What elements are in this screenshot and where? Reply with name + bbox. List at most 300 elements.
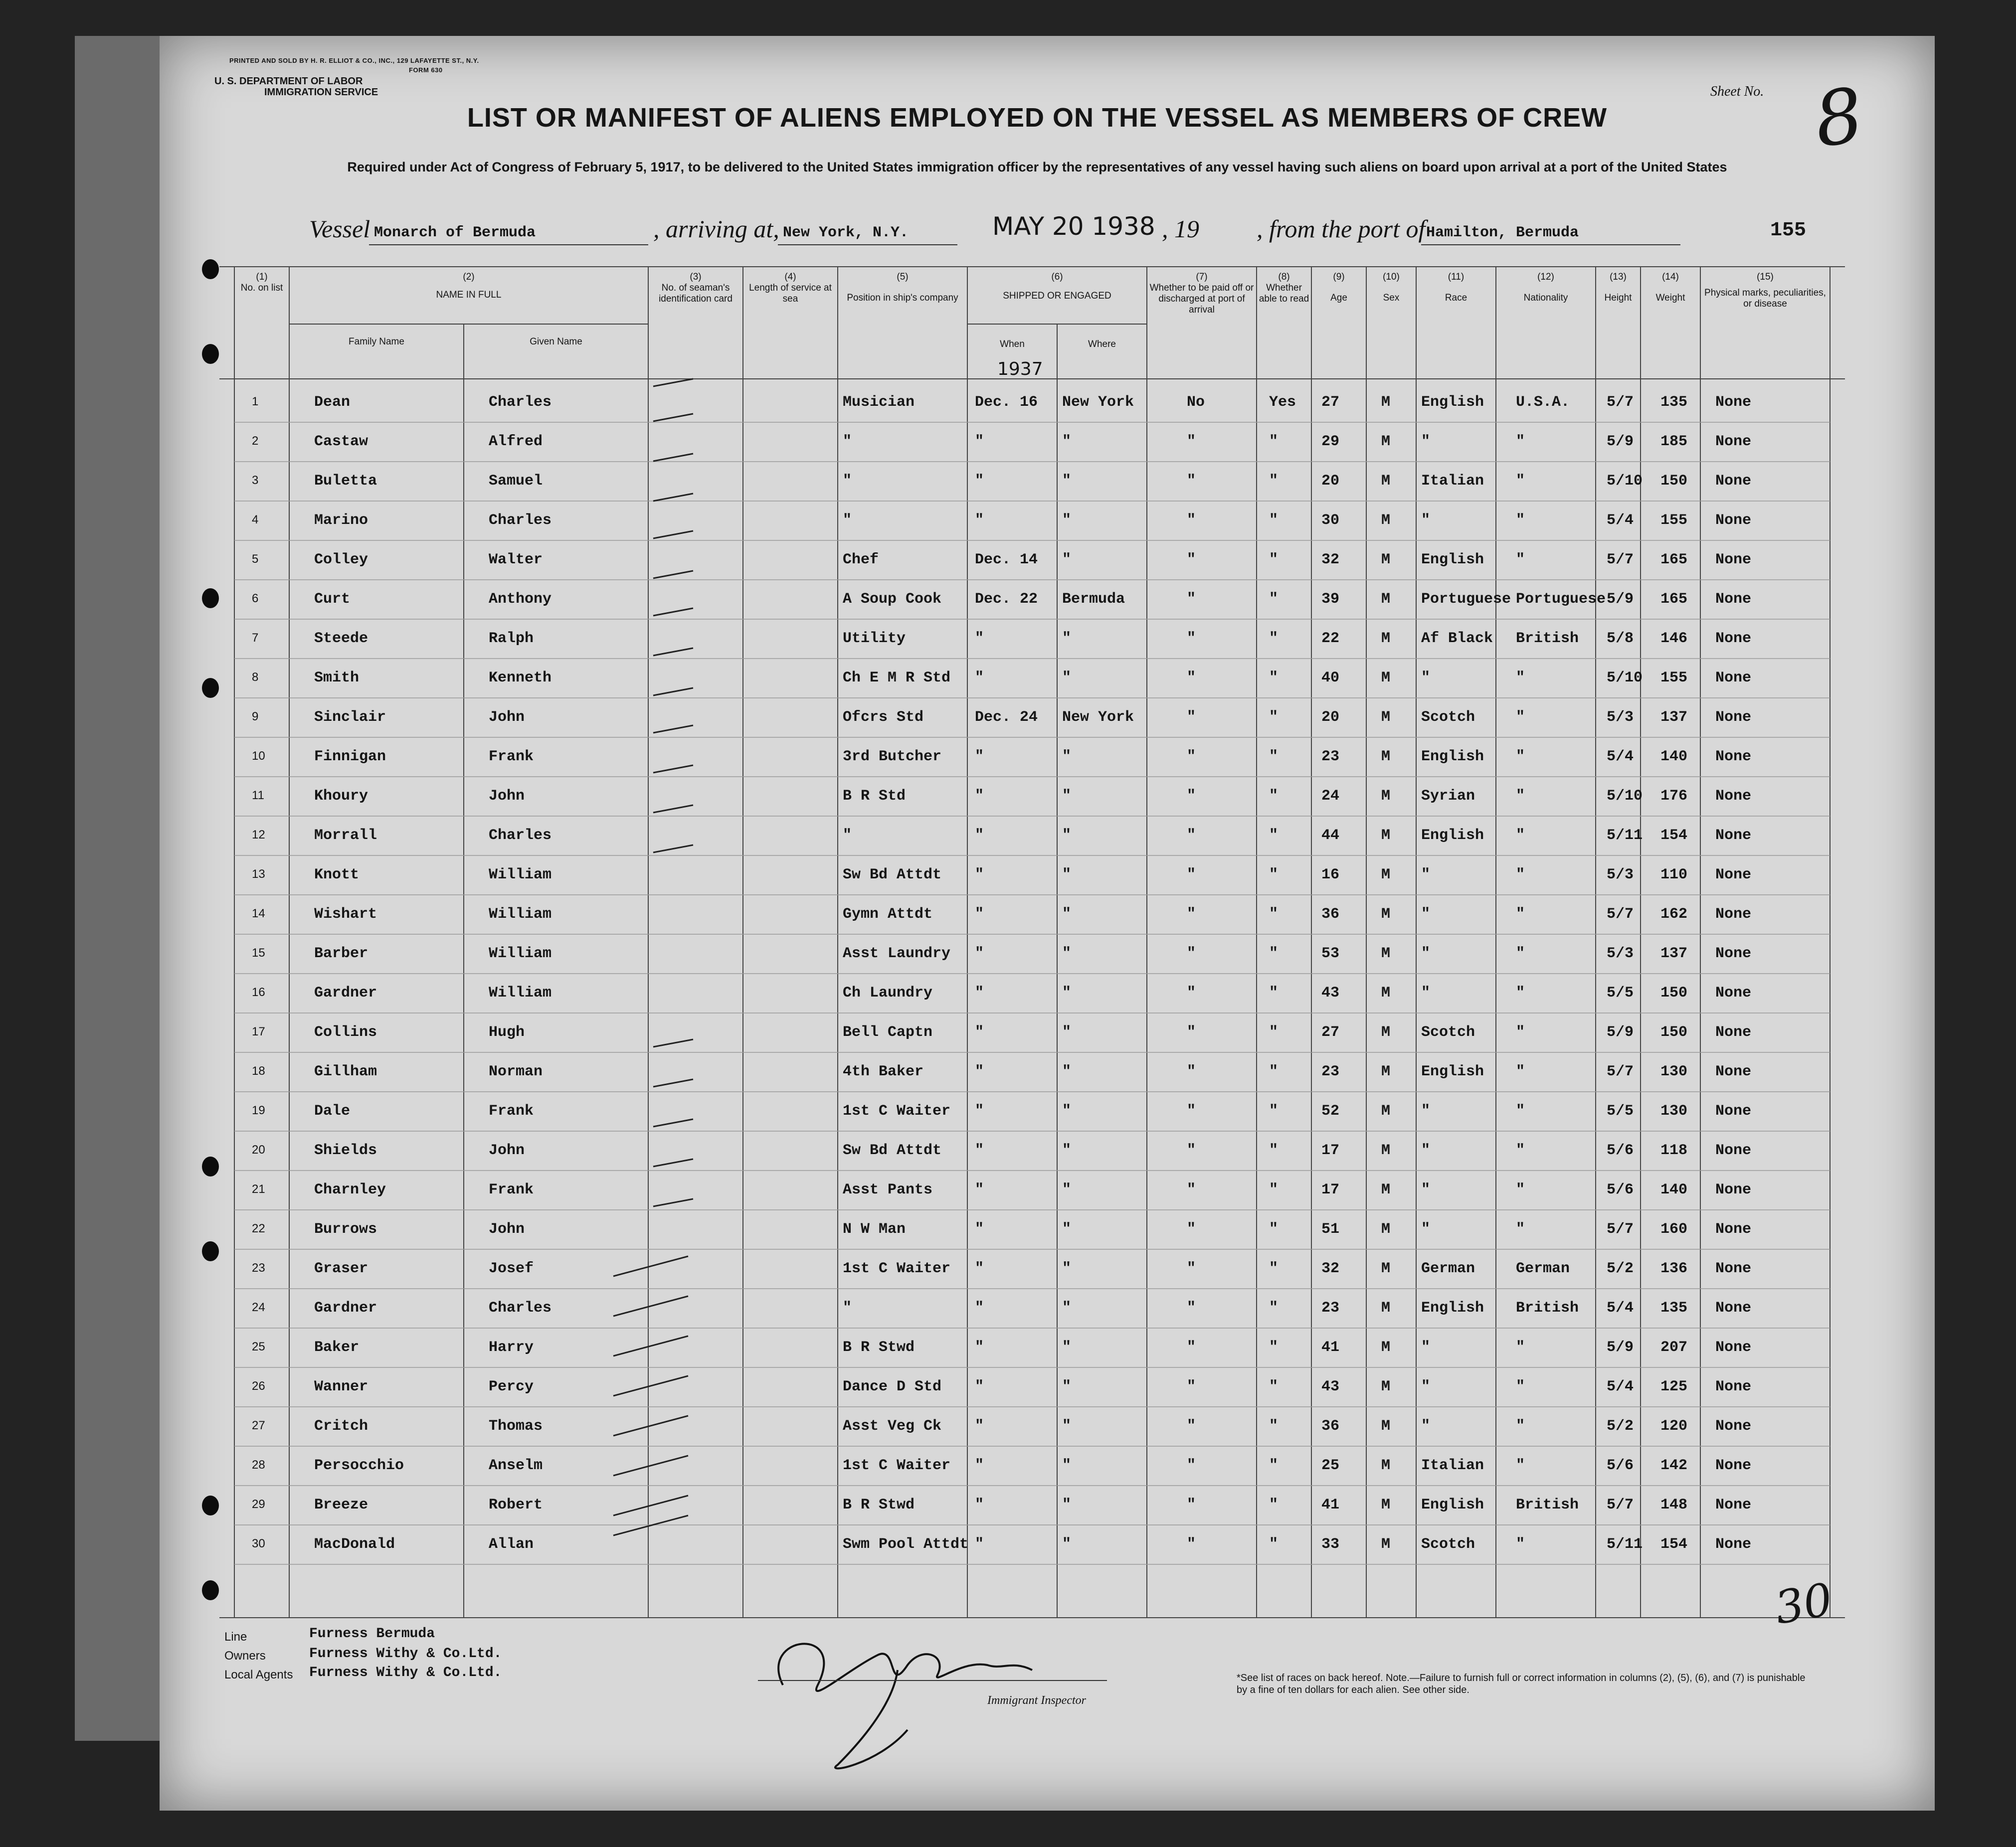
col-height-head [1596, 272, 1641, 304]
table-row [0, 1132, 2016, 1171]
cell-paid-off: " [1187, 551, 1196, 568]
cell-sex: M [1381, 551, 1391, 568]
cell-paid-off: " [1187, 1024, 1196, 1041]
cell-given-name: Thomas [489, 1418, 543, 1435]
cell-race: English [1421, 1300, 1484, 1317]
cell-nationality: " [1516, 1063, 1525, 1080]
cell-row-number: 12 [252, 828, 265, 841]
cell-height: 5/5 [1607, 1103, 1634, 1120]
cell-shipped-where: New York [1062, 394, 1134, 411]
cell-given-name: Anselm [489, 1457, 543, 1474]
cell-weight: 140 [1660, 1181, 1688, 1198]
table-row [0, 1329, 2016, 1368]
cell-able-to-read: " [1269, 1024, 1279, 1041]
cell-age: 17 [1321, 1181, 1340, 1198]
cell-row-number: 6 [252, 592, 259, 605]
cell-height: 5/2 [1607, 1260, 1634, 1277]
cell-position: N W Man [843, 1221, 906, 1238]
cell-family-name: Buletta [314, 473, 377, 490]
cell-height: 5/4 [1607, 1378, 1634, 1395]
cell-age: 39 [1321, 591, 1340, 608]
cell-paid-off: " [1187, 433, 1196, 450]
col-service-number: (4) [784, 272, 796, 282]
cell-row-number: 22 [252, 1222, 265, 1235]
page-subtitle: Required under Act of Congress of February 5, 1917, to be delivered to the United States immigration officer by the representatives of any vessel having such aliens on board upon arrival at a port of the United States [347, 160, 1727, 174]
cell-nationality: " [1516, 748, 1525, 765]
col-weight-head [1641, 272, 1700, 304]
cell-given-name: Percy [489, 1378, 534, 1395]
cell-family-name: Wanner [314, 1378, 368, 1395]
cell-paid-off: " [1187, 1300, 1196, 1317]
cell-race: English [1421, 827, 1484, 844]
cell-shipped-where: " [1062, 1181, 1072, 1198]
col-paid-head [1147, 272, 1257, 316]
cell-age: 36 [1321, 1418, 1340, 1435]
cell-shipped-where: " [1062, 985, 1072, 1002]
table-row [0, 1447, 2016, 1486]
cell-nationality: " [1516, 1457, 1525, 1474]
cell-sex: M [1381, 1536, 1391, 1553]
cell-position: A Soup Cook [843, 591, 942, 608]
table-row [0, 1053, 2016, 1092]
cell-sex: M [1381, 1378, 1391, 1395]
cell-row-number: 17 [252, 1025, 265, 1038]
cell-shipped-where: " [1062, 473, 1072, 490]
cell-row-number: 1 [252, 395, 259, 408]
printer-imprint: PRINTED AND SOLD BY H. R. ELLIOT & CO., INC., 129 LAFAYETTE ST., N.Y. [229, 57, 479, 64]
cell-family-name: Barber [314, 945, 368, 962]
cell-nationality: " [1516, 709, 1525, 726]
cell-shipped-when: " [975, 630, 984, 647]
table-row [0, 975, 2016, 1013]
cell-weight: 165 [1660, 551, 1688, 568]
cell-paid-off: " [1187, 1497, 1196, 1513]
cell-row-number: 20 [252, 1143, 265, 1157]
cell-nationality: British [1516, 1497, 1579, 1513]
cell-shipped-where: " [1062, 1378, 1072, 1395]
cell-position: B R Std [843, 788, 906, 805]
cell-sex: M [1381, 1339, 1391, 1356]
cell-physical-marks: None [1715, 1181, 1752, 1198]
cell-age: 53 [1321, 945, 1340, 962]
table-row [0, 699, 2016, 738]
cell-sex: M [1381, 670, 1391, 686]
cell-position: 4th Baker [843, 1063, 924, 1080]
cell-shipped-when: Dec. 24 [975, 709, 1038, 726]
cell-physical-marks: None [1715, 985, 1752, 1002]
cell-sex: M [1381, 433, 1391, 450]
cell-paid-off: " [1187, 788, 1196, 805]
cell-race: " [1421, 945, 1431, 962]
cell-age: 33 [1321, 1536, 1340, 1553]
cell-position: Sw Bd Attdt [843, 1142, 942, 1159]
cell-shipped-when: " [975, 1142, 984, 1159]
col-race-number: (11) [1448, 272, 1465, 282]
cell-physical-marks: None [1715, 1260, 1752, 1277]
col-when-head: When [1000, 339, 1025, 349]
cell-position: Ch E M R Std [843, 670, 951, 686]
col-where-head: Where [1088, 339, 1116, 349]
cell-weight: 162 [1660, 906, 1688, 923]
cell-given-name: Charles [489, 512, 552, 529]
cell-height: 5/9 [1607, 1339, 1634, 1356]
cell-paid-off: " [1187, 709, 1196, 726]
table-row [0, 856, 2016, 895]
cell-race: German [1421, 1260, 1475, 1277]
cell-shipped-where: " [1062, 1221, 1072, 1238]
cell-position: Asst Pants [843, 1181, 933, 1198]
cell-height: 5/9 [1607, 1024, 1634, 1041]
cell-row-number: 2 [252, 434, 259, 448]
cell-physical-marks: None [1715, 945, 1752, 962]
cell-height: 5/7 [1607, 1063, 1634, 1080]
col-shipped-label: SHIPPED OR ENGAGED [1003, 291, 1111, 301]
cell-physical-marks: None [1715, 473, 1752, 490]
cell-age: 23 [1321, 1300, 1340, 1317]
cell-paid-off: " [1187, 1457, 1196, 1474]
cell-physical-marks: None [1715, 1378, 1752, 1395]
sheet-label: Sheet No. [1710, 84, 1764, 99]
cell-given-name: Hugh [489, 1024, 525, 1041]
cell-shipped-where: " [1062, 1103, 1072, 1120]
cell-given-name: Robert [489, 1497, 543, 1513]
cell-sex: M [1381, 394, 1391, 411]
col-card-label: No. of seaman's identification card [659, 283, 733, 304]
cell-position: 1st C Waiter [843, 1457, 951, 1474]
cell-paid-off: " [1187, 670, 1196, 686]
col-read-head [1257, 272, 1311, 305]
cell-shipped-where: " [1062, 670, 1072, 686]
cell-physical-marks: None [1715, 670, 1752, 686]
cell-family-name: Curt [314, 591, 351, 608]
cell-age: 32 [1321, 551, 1340, 568]
cell-race: English [1421, 748, 1484, 765]
cell-weight: 160 [1660, 1221, 1688, 1238]
cell-paid-off: " [1187, 591, 1196, 608]
cell-nationality: " [1516, 473, 1525, 490]
cell-physical-marks: None [1715, 1063, 1752, 1080]
cell-age: 41 [1321, 1339, 1340, 1356]
cell-paid-off: " [1187, 945, 1196, 962]
cell-given-name: Charles [489, 394, 552, 411]
cell-shipped-where: " [1062, 512, 1072, 529]
cell-family-name: Graser [314, 1260, 368, 1277]
cell-race: Italian [1421, 473, 1484, 490]
cell-physical-marks: None [1715, 512, 1752, 529]
cell-shipped-where: New York [1062, 709, 1134, 726]
col-weight-number: (14) [1662, 272, 1679, 282]
cell-given-name: Allan [489, 1536, 534, 1553]
cell-race: " [1421, 1418, 1431, 1435]
cell-shipped-when: " [975, 670, 984, 686]
cell-physical-marks: None [1715, 748, 1752, 765]
cell-able-to-read: " [1269, 512, 1279, 529]
cell-position: 3rd Butcher [843, 748, 942, 765]
cell-physical-marks: None [1715, 788, 1752, 805]
cell-position: Swm Pool Attdt [843, 1536, 969, 1553]
cell-age: 41 [1321, 1497, 1340, 1513]
table-row [0, 1250, 2016, 1289]
cell-race: " [1421, 866, 1431, 883]
cell-shipped-when: " [975, 827, 984, 844]
cell-nationality: British [1516, 630, 1579, 647]
cell-able-to-read: " [1269, 1260, 1279, 1277]
cell-weight: 142 [1660, 1457, 1688, 1474]
cell-shipped-when: " [975, 748, 984, 765]
cell-paid-off: " [1187, 1103, 1196, 1120]
cell-shipped-where: " [1062, 788, 1072, 805]
cell-able-to-read: " [1269, 1497, 1279, 1513]
cell-height: 5/3 [1607, 945, 1634, 962]
table-row [0, 1014, 2016, 1053]
cell-race: " [1421, 670, 1431, 686]
col-age-label: Age [1330, 293, 1347, 303]
cell-height: 5/7 [1607, 906, 1634, 923]
cell-weight: 150 [1660, 985, 1688, 1002]
cell-family-name: Wishart [314, 906, 377, 923]
table-row [0, 541, 2016, 580]
cell-weight: 185 [1660, 433, 1688, 450]
col-nationality-label: Nationality [1523, 293, 1568, 303]
cell-physical-marks: None [1715, 1142, 1752, 1159]
cell-shipped-when: " [975, 473, 984, 490]
cell-sex: M [1381, 630, 1391, 647]
cell-able-to-read: " [1269, 1142, 1279, 1159]
cell-sex: M [1381, 788, 1391, 805]
cell-physical-marks: None [1715, 1221, 1752, 1238]
cell-height: 5/10 [1607, 473, 1643, 490]
cell-shipped-where: " [1062, 748, 1072, 765]
cell-age: 23 [1321, 1063, 1340, 1080]
cell-age: 24 [1321, 788, 1340, 805]
col-sex-number: (10) [1383, 272, 1400, 282]
col-paid-number: (7) [1196, 272, 1208, 282]
cell-race: " [1421, 906, 1431, 923]
col-weight-label: Weight [1655, 293, 1685, 303]
inspector-label: Immigrant Inspector [987, 1694, 1086, 1707]
cell-position: Sw Bd Attdt [843, 866, 942, 883]
cell-shipped-when: " [975, 1300, 984, 1317]
cell-able-to-read: " [1269, 866, 1279, 883]
table-row [0, 1172, 2016, 1210]
cell-sex: M [1381, 827, 1391, 844]
cell-weight: 154 [1660, 1536, 1688, 1553]
cell-family-name: Baker [314, 1339, 360, 1356]
cell-race: " [1421, 1142, 1431, 1159]
cell-able-to-read: " [1269, 748, 1279, 765]
cell-nationality: " [1516, 1339, 1525, 1356]
cell-row-number: 28 [252, 1458, 265, 1472]
cell-shipped-where: " [1062, 945, 1072, 962]
cell-given-name: Ralph [489, 630, 534, 647]
cell-race: Syrian [1421, 788, 1475, 805]
cell-given-name: Charles [489, 1300, 552, 1317]
cell-family-name: Charnley [314, 1181, 386, 1198]
cell-able-to-read: " [1269, 1536, 1279, 1553]
cell-shipped-when: Dec. 22 [975, 591, 1038, 608]
cell-sex: M [1381, 1457, 1391, 1474]
cell-nationality: " [1516, 1024, 1525, 1041]
cell-height: 5/7 [1607, 394, 1634, 411]
col-name-label: NAME IN FULL [436, 290, 502, 300]
table-row [0, 502, 2016, 541]
cell-position: Ofcrs Std [843, 709, 924, 726]
col-age-number: (9) [1333, 272, 1345, 282]
cell-height: 5/6 [1607, 1457, 1634, 1474]
cell-paid-off: " [1187, 1221, 1196, 1238]
cell-able-to-read: " [1269, 709, 1279, 726]
cell-position: Musician [843, 394, 915, 411]
cell-height: 5/9 [1607, 591, 1634, 608]
cell-age: 22 [1321, 630, 1340, 647]
cell-shipped-when: " [975, 1378, 984, 1395]
cell-age: 40 [1321, 670, 1340, 686]
cell-race: " [1421, 433, 1431, 450]
col-position-label: Position in ship's company [847, 293, 958, 303]
cell-given-name: John [489, 709, 525, 726]
cell-family-name: Critch [314, 1418, 368, 1435]
col-marks-label: Physical marks, peculiarities, or disease [1704, 288, 1826, 309]
cell-weight: 150 [1660, 1024, 1688, 1041]
cell-height: 5/9 [1607, 433, 1634, 450]
cell-paid-off: " [1187, 1260, 1196, 1277]
table-row [0, 738, 2016, 777]
agents-label: Local Agents [224, 1668, 293, 1681]
cell-sex: M [1381, 1300, 1391, 1317]
cell-row-number: 21 [252, 1182, 265, 1196]
cell-physical-marks: None [1715, 1418, 1752, 1435]
cell-position: Chef [843, 551, 879, 568]
cell-position: Bell Captn [843, 1024, 933, 1041]
cell-nationality: " [1516, 1536, 1525, 1553]
col-card-number: (3) [690, 272, 702, 282]
col-paid-label: Whether to be paid off or discharged at port of arrival [1149, 283, 1254, 315]
cell-physical-marks: None [1715, 591, 1752, 608]
cell-given-name: John [489, 1221, 525, 1238]
cell-position: B R Stwd [843, 1339, 915, 1356]
cell-family-name: Gillham [314, 1063, 377, 1080]
cell-race: " [1421, 1221, 1431, 1238]
cell-paid-off: " [1187, 1378, 1196, 1395]
cell-given-name: William [489, 906, 552, 923]
cell-sex: M [1381, 1103, 1391, 1120]
date-stamp: MAY 20 1938 [992, 212, 1155, 241]
cell-height: 5/7 [1607, 551, 1634, 568]
cell-sex: M [1381, 748, 1391, 765]
cell-able-to-read: " [1269, 433, 1279, 450]
cell-nationality: " [1516, 866, 1525, 883]
year-annotation: 1937 [997, 359, 1043, 379]
cell-paid-off: " [1187, 748, 1196, 765]
cell-nationality: " [1516, 827, 1525, 844]
cell-shipped-when: " [975, 788, 984, 805]
cell-nationality: " [1516, 985, 1525, 1002]
cell-race: Scotch [1421, 1536, 1475, 1553]
cell-age: 30 [1321, 512, 1340, 529]
cell-physical-marks: None [1715, 866, 1752, 883]
cell-shipped-when: " [975, 433, 984, 450]
cell-race: Portuguese [1421, 591, 1511, 608]
cell-shipped-where: " [1062, 1418, 1072, 1435]
cell-given-name: William [489, 945, 552, 962]
cell-shipped-when: " [975, 1418, 984, 1435]
from-label: , from the port of [1257, 215, 1426, 243]
cell-family-name: Smith [314, 670, 360, 686]
table-row [0, 1093, 2016, 1132]
cell-age: 43 [1321, 1378, 1340, 1395]
cell-paid-off: " [1187, 827, 1196, 844]
cell-height: 5/2 [1607, 1418, 1634, 1435]
cell-height: 5/7 [1607, 1221, 1634, 1238]
cell-height: 5/6 [1607, 1142, 1634, 1159]
cell-shipped-when: " [975, 985, 984, 1002]
col-marks-head [1700, 272, 1830, 310]
cell-nationality: " [1516, 906, 1525, 923]
cell-age: 27 [1321, 394, 1340, 411]
col-position-number: (5) [897, 272, 909, 282]
cell-race: Italian [1421, 1457, 1484, 1474]
cell-sex: M [1381, 591, 1391, 608]
line-label: Line [224, 1630, 247, 1644]
cell-weight: 125 [1660, 1378, 1688, 1395]
cell-age: 20 [1321, 473, 1340, 490]
cell-shipped-where: " [1062, 906, 1072, 923]
cell-sex: M [1381, 866, 1391, 883]
cell-race: " [1421, 1378, 1431, 1395]
cell-nationality: " [1516, 670, 1525, 686]
cell-family-name: Dean [314, 394, 351, 411]
table-row [0, 423, 2016, 462]
cell-row-number: 23 [252, 1261, 265, 1275]
cell-given-name: William [489, 866, 552, 883]
cell-able-to-read: " [1269, 551, 1279, 568]
col-no-head [234, 272, 289, 294]
cell-paid-off: " [1187, 1418, 1196, 1435]
cell-family-name: Colley [314, 551, 368, 568]
cell-age: 27 [1321, 1024, 1340, 1041]
cell-family-name: Castaw [314, 433, 368, 450]
cell-paid-off: " [1187, 630, 1196, 647]
cell-age: 44 [1321, 827, 1340, 844]
department-line: U. S. DEPARTMENT OF LABOR [214, 76, 363, 87]
cell-able-to-read: " [1269, 1378, 1279, 1395]
cell-height: 5/5 [1607, 985, 1634, 1002]
cell-weight: 140 [1660, 748, 1688, 765]
cell-sex: M [1381, 709, 1391, 726]
cell-able-to-read: " [1269, 1063, 1279, 1080]
cell-weight: 135 [1660, 1300, 1688, 1317]
year-label: , 19 [1162, 215, 1199, 243]
cell-weight: 137 [1660, 709, 1688, 726]
cell-physical-marks: None [1715, 433, 1752, 450]
cell-weight: 150 [1660, 473, 1688, 490]
cell-race: " [1421, 1181, 1431, 1198]
cell-weight: 130 [1660, 1063, 1688, 1080]
cell-sex: M [1381, 1221, 1391, 1238]
cell-family-name: Knott [314, 866, 360, 883]
cell-family-name: Breeze [314, 1497, 368, 1513]
cell-sex: M [1381, 1063, 1391, 1080]
cell-able-to-read: Yes [1269, 394, 1296, 411]
cell-nationality: German [1516, 1260, 1570, 1277]
cell-height: 5/3 [1607, 866, 1634, 883]
cell-shipped-where: " [1062, 1260, 1072, 1277]
col-marks-number: (15) [1757, 272, 1774, 282]
cell-race: Scotch [1421, 1024, 1475, 1041]
cell-race: Af Black [1421, 630, 1493, 647]
cell-family-name: Sinclair [314, 709, 386, 726]
cell-paid-off: " [1187, 473, 1196, 490]
